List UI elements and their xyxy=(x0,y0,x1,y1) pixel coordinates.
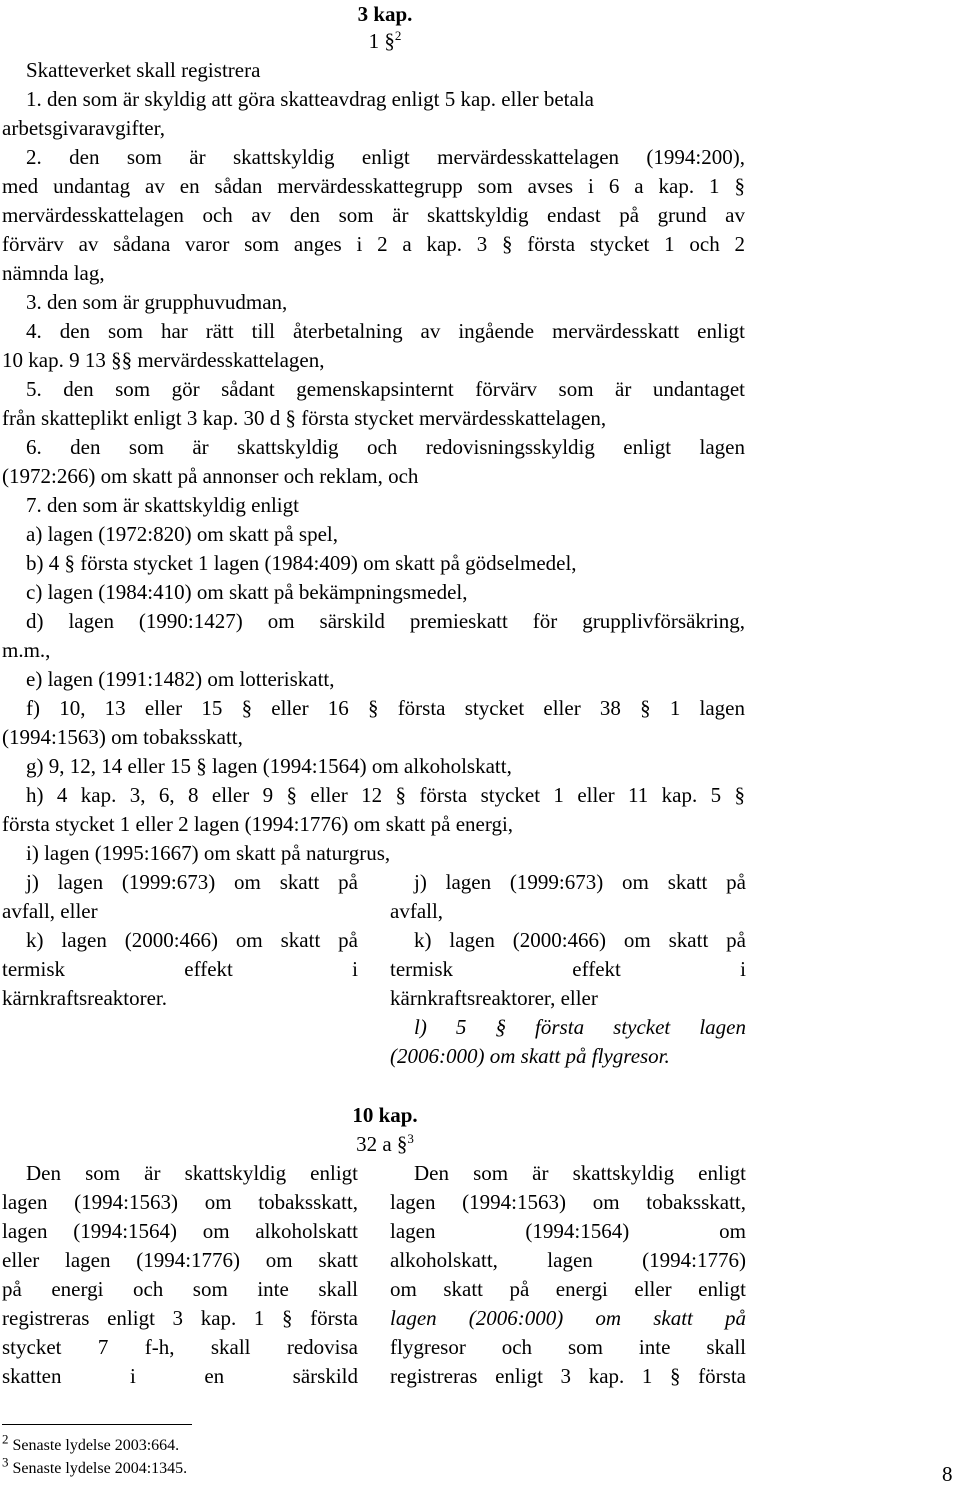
text-line: med undantag av en sådan mervärdesskattegrupp som avses i 6 a kap. 1 § xyxy=(2,174,745,198)
text-line: första stycket 1 eller 2 lagen (1994:1776) om skatt på energi, xyxy=(2,812,514,836)
footnote-ref: 2 xyxy=(394,28,402,43)
text-line: Den som är skattskyldig enligt xyxy=(414,1161,746,1185)
footnote xyxy=(2,1431,180,1456)
text-line: lagen (1994:1563) om tobaksskatt, xyxy=(2,1190,358,1214)
text-line: b) 4 § första stycket 1 lagen (1984:409) om skatt på gödselmedel, xyxy=(26,551,577,575)
footnote-number: 3 xyxy=(2,1454,9,1470)
footnote-divider xyxy=(2,1424,192,1425)
text-line: i) lagen (1995:1667) om skatt på naturgrus, xyxy=(26,841,391,865)
footnote-text: Senaste lydelse 2003:664. xyxy=(12,1437,180,1454)
text-line: termisk effekt i xyxy=(2,957,358,981)
text-line: stycket 7 f-h, skall redovisa xyxy=(2,1335,358,1359)
text-line-italic: (2006:000) om skatt på flygresor. xyxy=(390,1044,670,1068)
text-line: k) lagen (2000:466) om skatt på xyxy=(26,928,358,952)
text-line: (1994:1563) om tobaksskatt, xyxy=(2,725,243,749)
text-line: förvärv av sådana varor som anges i 2 a kap. 3 § första stycket 1 och 2 xyxy=(2,232,745,256)
footnote-ref: 3 xyxy=(407,1131,414,1146)
text-line: Den som är skattskyldig enligt xyxy=(26,1161,358,1185)
text-line: flygresor och som inte skall xyxy=(390,1335,746,1359)
text-line: 1. den som är skyldig att göra skatteavdrag enligt 5 kap. eller betala xyxy=(26,87,594,111)
text-line-italic: l) 5 § första stycket lagen xyxy=(414,1015,746,1039)
text-line: lagen (1994:1563) om tobaksskatt, xyxy=(390,1190,746,1214)
text-line: k) lagen (2000:466) om skatt på xyxy=(414,928,746,952)
text-line: 4. den som har rätt till återbetalning av ingående mervärdesskatt enligt xyxy=(26,319,745,343)
page-number: 8 xyxy=(942,1462,953,1486)
text-line xyxy=(390,1304,746,1333)
chapter-heading-10: 10 kap. xyxy=(352,1103,418,1127)
ch10-current-text-column xyxy=(2,0,358,1400)
text-line: eller lagen (1994:1776) om skatt xyxy=(2,1248,358,1272)
chapter-heading-3: 3 kap. xyxy=(357,2,413,26)
text-line: registreras enligt 3 kap. 1 § första xyxy=(390,1364,746,1388)
ch10-proposed-text-column xyxy=(390,0,746,1400)
text-line: arbetsgivaravgifter, xyxy=(2,116,165,140)
text-line: termisk effekt i xyxy=(390,957,746,981)
text-line: 5. den som gör sådant gemenskapsinternt förvärv som är undantaget xyxy=(26,377,745,401)
text-line: nämnda lag, xyxy=(2,261,105,285)
section-number: 1 xyxy=(368,29,380,53)
text-line: på energi och som inte skall xyxy=(2,1277,358,1301)
text-line: 6. den som är skattskyldig och redovisningsskyldig enligt lagen xyxy=(26,435,745,459)
text-line: 7. den som är skattskyldig enligt xyxy=(26,493,299,517)
text-line: (1972:266) om skatt på annonser och reklam, och xyxy=(2,464,419,488)
text-line: j) lagen (1999:673) om skatt på xyxy=(26,870,358,894)
section-number: 32 a xyxy=(356,1132,392,1156)
footnote-text: Senaste lydelse 2004:1345. xyxy=(12,1460,188,1477)
text-line: avfall, xyxy=(390,899,444,923)
section-sign: § xyxy=(384,29,395,53)
text-line: 3. den som är grupphuvudman, xyxy=(26,290,288,314)
text-line: lagen (1994:1564) om alkoholskatt xyxy=(2,1219,358,1243)
text-line: j) lagen (1999:673) om skatt på xyxy=(414,870,746,894)
text-line: alkoholskatt, lagen (1994:1776) xyxy=(390,1248,746,1272)
text-line: f) 10, 13 eller 15 § eller 16 § första stycket eller 38 § 1 lagen xyxy=(26,696,745,720)
text-line: a) lagen (1972:820) om skatt på spel, xyxy=(26,522,339,546)
footnote xyxy=(2,1454,188,1479)
text-line: Skatteverket skall registrera xyxy=(26,58,261,82)
text-line: mervärdesskattelagen och av den som är skattskyldig endast på grund av xyxy=(2,203,745,227)
text-line: från skatteplikt enligt 3 kap. 30 d § första stycket mervärdesskattelagen, xyxy=(2,406,607,430)
text-line: h) 4 kap. 3, 6, 8 eller 9 § eller 12 § första stycket 1 eller 11 kap. 5 § xyxy=(26,783,745,807)
text-line: registreras enligt 3 kap. 1 § första xyxy=(2,1306,358,1330)
footnote-number: 2 xyxy=(2,1431,9,1447)
section-sign: § xyxy=(396,1132,408,1156)
text-line: om skatt på energi eller enligt xyxy=(390,1277,746,1301)
text-line: c) lagen (1984:410) om skatt på bekämpningsmedel, xyxy=(26,580,468,604)
text-line: kärnkraftsreaktorer. xyxy=(2,986,167,1010)
text-line: lagen (1994:1564) om xyxy=(390,1219,746,1243)
text-line: avfall, eller xyxy=(2,899,98,923)
text-line: 2. den som är skattskyldig enligt mervärdesskattelagen (1994:200), xyxy=(26,145,745,169)
text-line-italic: lagen (2006:000) om skatt på xyxy=(390,1306,746,1330)
text-line: g) 9, 12, 14 eller 15 § lagen (1994:1564) om alkoholskatt, xyxy=(26,754,512,778)
text-line: m.m., xyxy=(2,638,51,662)
text-line: 10 kap. 9 13 §§ mervärdesskattelagen, xyxy=(2,348,325,372)
text-line: kärnkraftsreaktorer, eller xyxy=(390,986,598,1010)
text-line: e) lagen (1991:1482) om lotteriskatt, xyxy=(26,667,335,691)
text-line: d) lagen (1990:1427) om särskild premieskatt för grupplivförsäkring, xyxy=(26,609,745,633)
text-line: skatten i en särskild xyxy=(2,1364,358,1388)
